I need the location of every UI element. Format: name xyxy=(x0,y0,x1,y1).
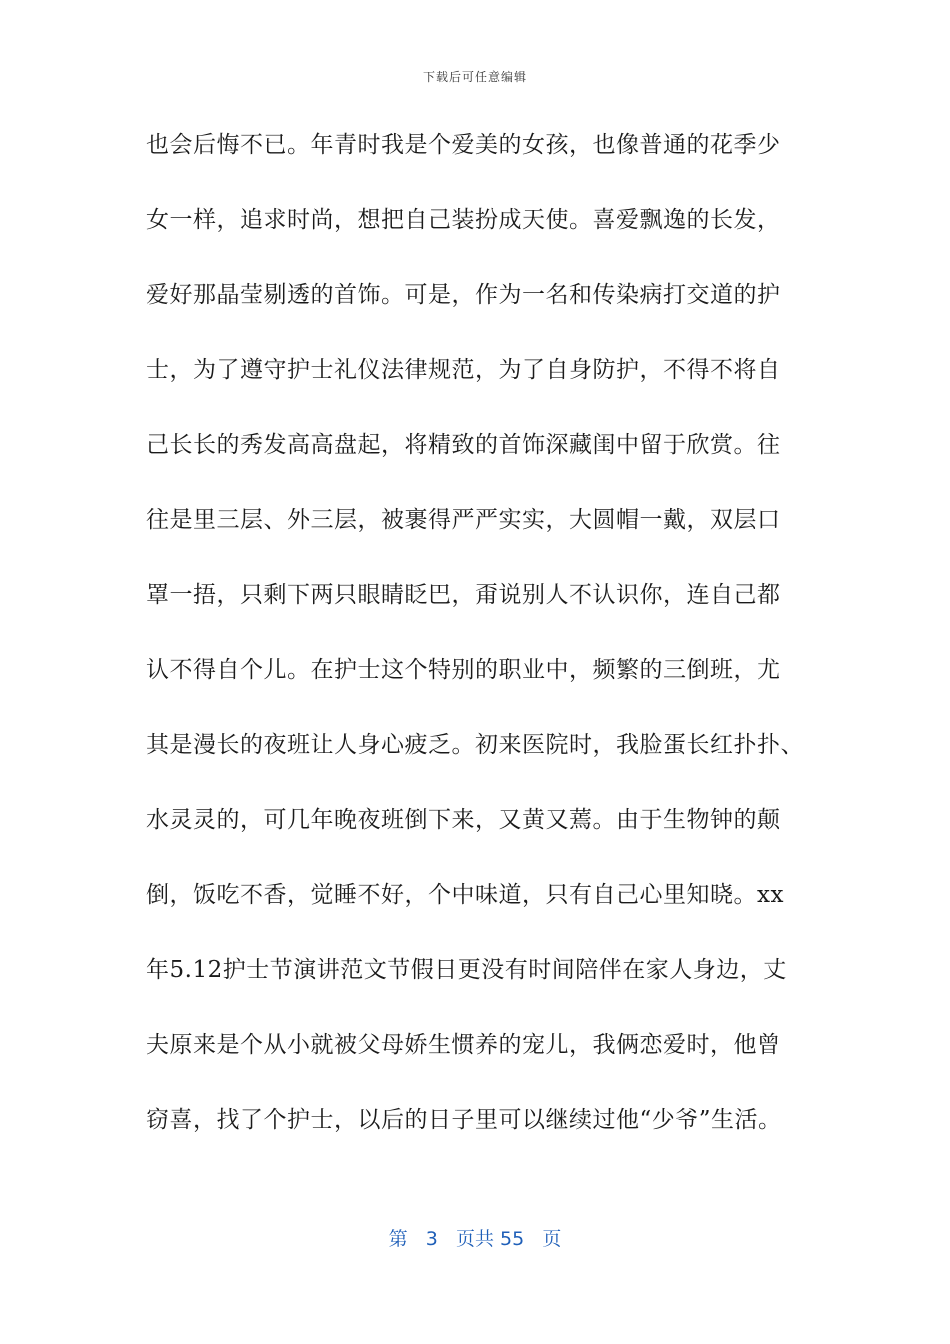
page-footer-middle: 页共 xyxy=(455,1228,494,1250)
body-line: 水灵灵的，可几年晚夜班倒下来，又黄又蔫。由于生物钟的颠 xyxy=(146,807,781,833)
body-line: 罩一捂，只剩下两只眼睛眨巴，甭说别人不认识你，连自己都 xyxy=(146,582,781,608)
page-footer-prefix: 第 xyxy=(388,1228,408,1250)
current-page-number: 3 xyxy=(425,1228,438,1250)
body-line: 夫原来是个从小就被父母娇生惯养的宠儿，我俩恋爱时，他曾 xyxy=(146,1032,781,1058)
body-line: 爱好那晶莹剔透的首饰。可是，作为一名和传染病打交道的护 xyxy=(146,282,781,308)
body-line: 其是漫长的夜班让人身心疲乏。初来医院时，我脸蛋长红扑扑、 xyxy=(146,732,804,758)
body-line: 己长长的秀发高高盘起，将精致的首饰深藏闺中留于欣赏。往 xyxy=(146,432,781,458)
total-pages-number: 55 xyxy=(500,1228,525,1250)
body-line: 年5.12护士节演讲范文节假日更没有时间陪伴在家人身边，丈 xyxy=(146,957,787,983)
page-footer-suffix: 页 xyxy=(542,1228,562,1250)
page-footer xyxy=(0,1224,950,1251)
body-line: 认不得自个儿。在护士这个特别的职业中，频繁的三倒班，尤 xyxy=(146,657,781,683)
body-line: 士，为了遵守护士礼仪法律规范，为了自身防护，不得不将自 xyxy=(146,357,781,383)
body-line: 也会后悔不已。年青时我是个爱美的女孩，也像普通的花季少 xyxy=(146,132,781,158)
page-header: 下载后可任意编辑 xyxy=(422,70,527,84)
document-body xyxy=(146,122,806,1172)
body-line: 倒，饭吃不香，觉睡不好，个中味道，只有自己心里知晓。xx xyxy=(146,882,784,908)
body-line: 女一样，追求时尚，想把自己装扮成天使。喜爱飘逸的长发， xyxy=(146,207,781,233)
body-line: 往是里三层、外三层，被裹得严严实实，大圆帽一戴，双层口 xyxy=(146,507,781,533)
body-line: 窃喜，找了个护士，以后的日子里可以继续过他“少爷”生活。 xyxy=(146,1107,782,1133)
